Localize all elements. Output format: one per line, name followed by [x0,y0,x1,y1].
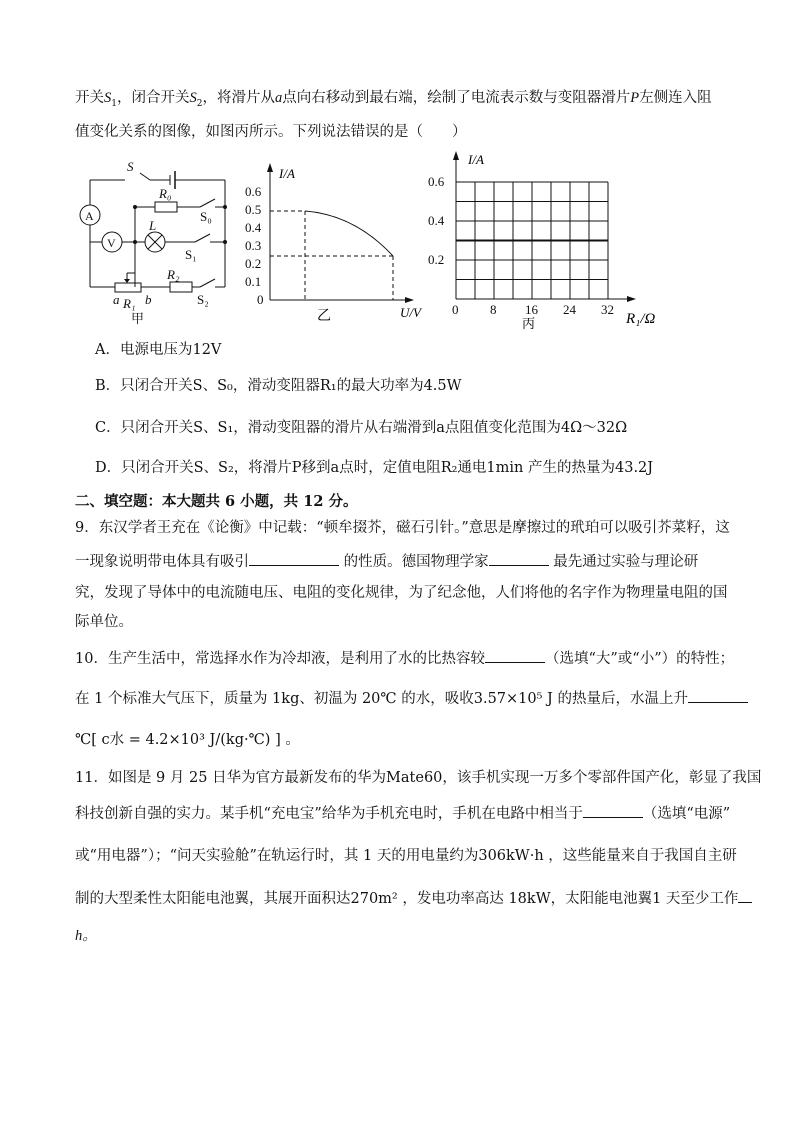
label-s: S [127,159,134,174]
figure-jia-circuit [75,155,245,330]
bing-xtick: 16 [525,302,538,317]
q11-blank-1[interactable] [583,803,643,818]
caption-yi: 乙 [317,309,331,324]
q9-blank-1[interactable] [249,551,339,566]
label-l: L [149,218,157,233]
yi-ytick: 0.4 [245,220,262,235]
q10-line-2: 在 1 个标准大气压下，质量为 1kg、初温为 20℃ 的水，吸收3.57×10⁵ J 的热量后，水温上升 [75,688,748,709]
label-s1: S₁ [185,247,197,262]
yi-ytick: 0.5 [245,202,262,217]
figure-bing-graph [428,148,680,333]
option-b: B．只闭合开关S、S₀，滑动变阻器R₁的最大功率为4.5W [95,378,462,394]
ammeter-label: A [85,209,94,223]
label-r2: R₂ [167,267,180,282]
bing-xtick: 24 [563,302,576,317]
q10-line-1: 10．生产生活中，常选择水作为冷却液，是利用了水的比热容较 （选填“大”或“小”）的特性； [75,648,734,669]
label-s0: S₀ [200,209,212,224]
bing-ytick: 0.6 [428,174,445,189]
q8-text-line-2: 值变化关系的图像，如图丙所示。下列说法错误的是（ ） [75,124,467,140]
bing-ylabel: I/A [468,152,484,167]
yi-curve [305,211,393,256]
yi-xlabel: U/V [400,305,421,320]
q9-line-1: 9．东汉学者王充在《论衡》中记载：“顿牟掇芥，磁石引针。”意思是摩擦过的玳珀可以吸引芥菜籽，这 [75,520,730,536]
option-c: C．只闭合开关S、S₁，滑动变阻器的滑片从右端滑到a点阻值变化范围为4Ω～32Ω [95,420,628,436]
label-b: b [145,292,152,307]
label-r0: R₀ [159,186,172,201]
yi-ylabel: I/A [279,166,295,181]
caption-jia: 甲 [131,311,145,326]
label-r1: R₁ [123,296,136,311]
yi-ytick: 0 [257,292,264,307]
yi-ytick: 0.3 [245,238,262,253]
q11-line-3: 或“用电器”）；“问天实验舱”在轨运行时，其 1 天的用电量约为306kW·h ，这些能量来自于我国自主研 [75,848,737,864]
bing-xtick: 32 [601,302,614,317]
option-d: D．只闭合开关S、S₂，将滑片P移到a点时，定值电阻R₂通电1min 产生的热量为43.2J [95,460,654,476]
q9-line-4: 际单位。 [75,614,133,630]
q10-blank-1[interactable] [485,648,545,663]
voltmeter-label: V [107,236,116,250]
bing-xlabel: R₁/Ω [626,311,656,327]
bing-xtick: 8 [490,302,497,317]
q9-blank-2[interactable] [489,551,549,566]
option-a: A．电源电压为12V [95,342,222,358]
q10-line-3: ℃[ c水 = 4.2×10³ J/(kg·℃) ] 。 [75,732,300,748]
q8-text-line-1: 开关$S_1$，闭合开关$S_2$，将滑片从a点向右移动到最右端，绘制了电流表示数与变阻器滑片P左侧连入阻 [75,90,712,109]
yi-ytick: 0.2 [245,256,262,271]
q11-line-1: 11．如图是 9 月 25 日华为官方最新发布的华为Mate60，该手机实现一万多个零部件国产化，彰显了我国 [75,770,762,786]
bing-ytick: 0.4 [428,213,445,228]
figure-yi-graph [245,160,445,325]
label-s2: S₂ [197,292,209,307]
yi-ytick: 0.6 [245,184,262,199]
q9-line-2: 一现象说明带电体具有吸引 的性质。德国物理学家 最先通过实验与理论研 [75,551,698,572]
q11-line-5: h。 [75,928,97,944]
q11-blank-2[interactable] [738,888,752,903]
yi-ytick: 0.1 [245,274,262,289]
label-a: a [113,292,120,307]
q11-line-2: 科技创新自强的实力。某手机“充电宝”给华为手机充电时，手机在电路中相当于 （选填“电源” [75,803,730,824]
section-heading: 二、填空题：本大题共 6 小题，共 12 分。 [75,493,358,510]
q11-line-4: 制的大型柔性太阳能电池翼，其展开面积达270m² ，发电功率高达 18kW，太阳能电池翼1 天至少工作 [75,888,752,909]
q10-blank-2[interactable] [688,688,748,703]
q9-line-3: 究，发现了导体中的电流随电压、电阻的变化规律，为了纪念他，人们将他的名字作为物理量电阻的国 [75,585,728,601]
bing-ytick: 0.2 [428,252,445,267]
bing-xtick: 0 [452,302,459,317]
caption-bing: 丙 [522,316,536,331]
